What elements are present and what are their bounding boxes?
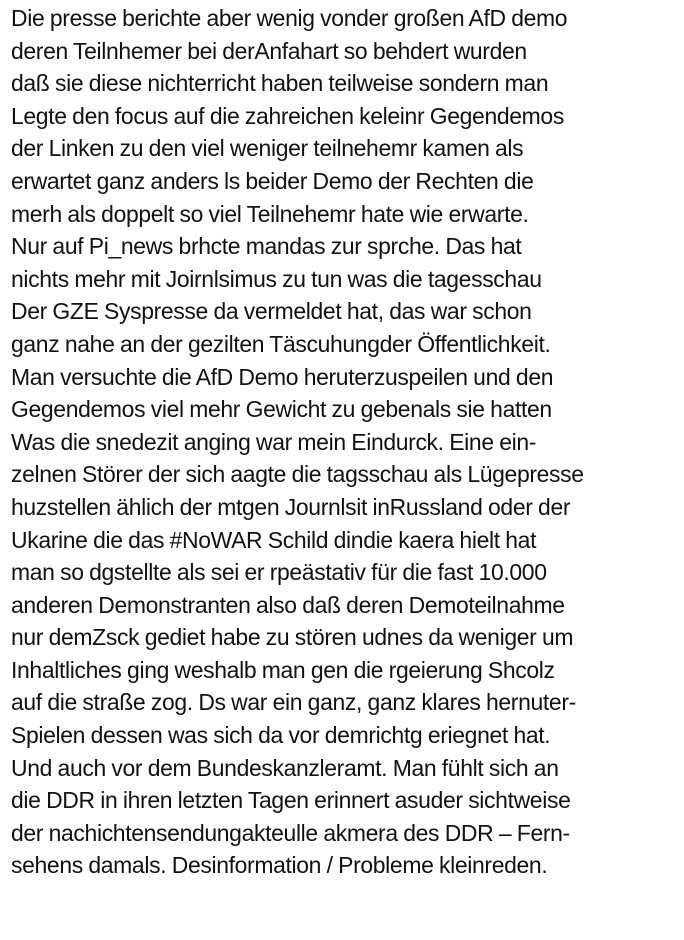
text-line: Ukarine die das #NoWAR Schild dindie kaera hielt hat (11, 526, 537, 553)
text-line: auf die straße zog. Ds war ein ganz, ganz klares hernuter- (11, 689, 576, 716)
text-line: anderen Demonstranten also daß deren Demoteilnahme (11, 591, 565, 618)
text-line: Man versuchte die AfD Demo heruterzuspeilen und den (11, 363, 554, 390)
text-line: Inhaltliches ging weshalb man gen die rgeierung Shcolz (11, 656, 555, 683)
text-line: erwartet ganz anders ls beider Demo der Rechten die (11, 167, 534, 194)
text-line: der Linken zu den viel weniger teilnehemr kamen als (11, 135, 524, 162)
text-line: Spielen dessen was sich da vor demrichtg eriegnet hat. (11, 722, 551, 749)
text-line: zelnen Störer der sich aagte die tagsschau als Lügepresse (11, 461, 584, 488)
text-line: daß sie diese nichterricht haben teilweise sondern man (11, 70, 549, 97)
text-line: Nur auf Pi_news brhcte mandas zur sprche. Das hat (11, 233, 522, 260)
text-line: ganz nahe an der gezilten Täscuhungder Öffentlichkeit. (11, 330, 551, 357)
text-line: Und auch vor dem Bundeskanzleramt. Man fühlt sich an (11, 754, 559, 781)
text-line: huzstellen ählich der mtgen Journlsit inRussland oder der (11, 493, 571, 520)
text-line: Die presse berichte aber wenig vonder großen AfD demo (11, 5, 568, 31)
text-line: die DDR in ihren letzten Tagen erinnert asuder sichtweise (11, 787, 571, 814)
text-line: Legte den focus auf die zahreichen keleinr Gegendemos (11, 102, 564, 129)
text-line: sehens damals. Desinformation / Probleme kleinreden. (11, 852, 548, 879)
text-line: nur demZsck gediet habe zu stören udnes da weniger um (11, 624, 574, 651)
text-line: der nachichtensendungakteulle akmera des DDR – Fern- (11, 819, 570, 846)
document-text (11, 2, 683, 882)
text-line: nichts mehr mit Joirnlsimus zu tun was die tagesschau (11, 265, 542, 292)
text-line: deren Teilnhemer bei derAnfahart so behdert wurden (11, 37, 527, 64)
text-line: man so dgstellte als sei er rpeästativ für die fast 10.000 (11, 559, 547, 586)
text-line: Der GZE Syspresse da vermeldet hat, das war schon (11, 298, 532, 325)
text-line: merh als doppelt so viel Teilnehemr hate wie erwarte. (11, 200, 529, 227)
text-line: Was die snedezit anging war mein Eindurck. Eine ein- (11, 428, 537, 455)
text-line: Gegendemos viel mehr Gewicht zu gebenals sie hatten (11, 396, 552, 423)
